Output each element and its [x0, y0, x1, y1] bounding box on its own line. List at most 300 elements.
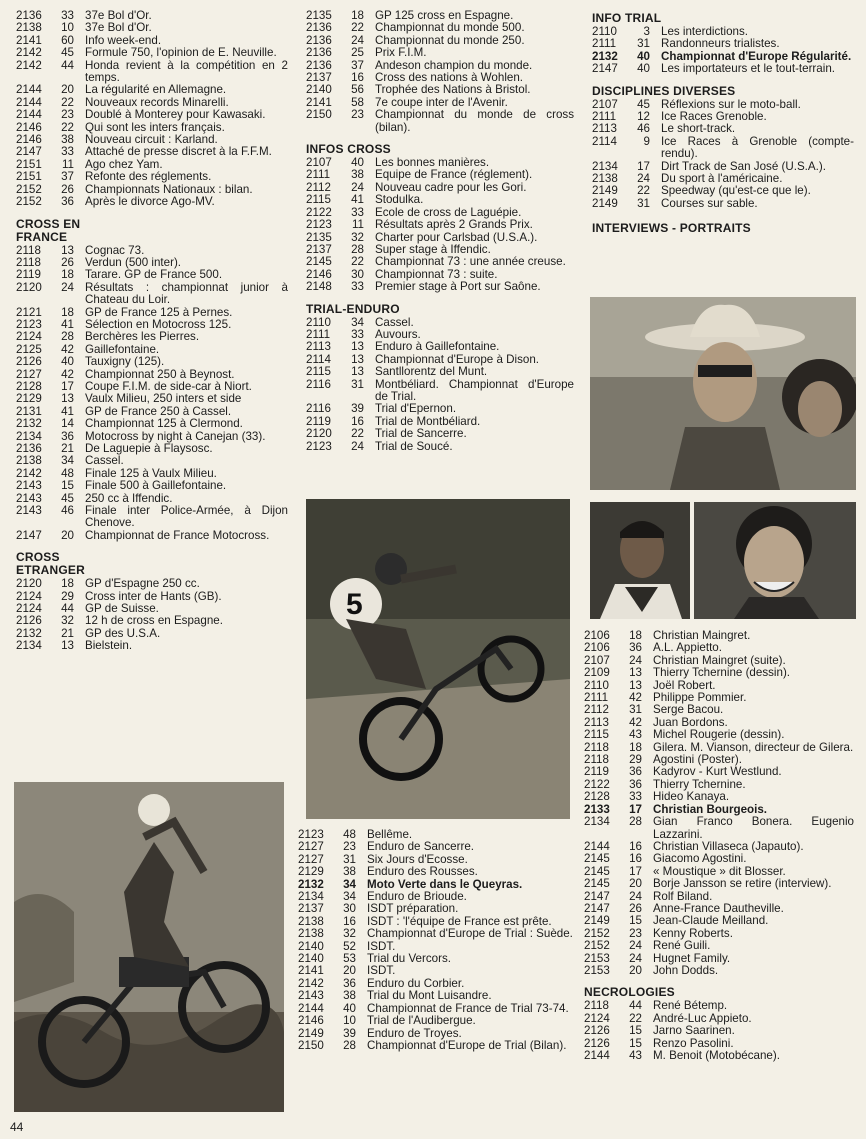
page-ref: 33	[61, 9, 74, 22]
issue-number: 2144	[16, 108, 42, 122]
page-ref: 23	[629, 926, 642, 940]
issue-number: 2143	[298, 989, 324, 1003]
issue-number: 2149	[592, 196, 618, 210]
issue-number: 2150	[298, 1038, 324, 1052]
bearded-man-portrait-photo	[694, 502, 856, 619]
issue-number: 2127	[16, 367, 42, 381]
issue-number: 2138	[16, 21, 42, 35]
entry-title: Championnats Nationaux : bilan.	[85, 182, 253, 196]
issue-number: 2143	[16, 491, 42, 505]
entry-title: Andeson champion du monde.	[375, 58, 533, 72]
cowboy-hat-portrait-photo	[590, 297, 856, 490]
page-ref: 33	[351, 280, 364, 294]
page-ref: 18	[61, 577, 74, 591]
page-ref: 20	[61, 528, 74, 542]
page-ref: 30	[351, 267, 364, 281]
issue-number: 2119	[306, 414, 331, 428]
page-ref: 14	[61, 417, 74, 431]
page-ref: 15	[629, 914, 642, 928]
entry-title: Thierry Tchernine.	[653, 777, 746, 791]
issue-number: 2143	[16, 504, 42, 518]
page-ref: 24	[61, 280, 74, 294]
entry-title: Après le divorce Ago-MV.	[85, 195, 215, 209]
entry-title: Nouveau cadre pour les Gori.	[375, 180, 527, 194]
entry-title: Enduro de Troyes.	[367, 1026, 462, 1040]
column-2	[306, 10, 574, 453]
svg-text:5: 5	[346, 588, 363, 621]
page-ref: 28	[351, 242, 364, 256]
entry-title: Enduro des Rousses.	[367, 865, 478, 879]
cross-etranger-list	[16, 578, 288, 652]
page-ref: 36	[61, 195, 74, 209]
page-ref: 22	[61, 95, 74, 109]
entry-title: Ecole de cross de Laguépie.	[375, 205, 522, 219]
entry-title: Six Jours d'Ecosse.	[367, 852, 468, 866]
entry-title: Michel Rougerie (dessin).	[653, 728, 785, 742]
page-ref: 46	[61, 504, 74, 518]
page-ref: 20	[61, 83, 74, 97]
page-ref: 34	[343, 890, 356, 904]
issue-number: 2120	[16, 280, 42, 294]
entry-title: La régularité en Allemagne.	[85, 83, 227, 97]
issue-number: 2140	[306, 83, 332, 97]
issue-number: 2145	[584, 864, 610, 878]
issue-number: 2134	[584, 815, 610, 829]
entry-title: René Guili.	[653, 939, 711, 953]
page-ref: 38	[343, 865, 356, 879]
entry-title: ISDT préparation.	[367, 902, 459, 916]
entry-title: Finale 500 à Gaillefontaine.	[85, 479, 227, 493]
issue-number: 2137	[298, 902, 324, 916]
issue-number: 2123	[306, 439, 332, 453]
issue-number: 2145	[584, 877, 610, 891]
entry-title: Championnat 250 à Beynost.	[85, 367, 235, 381]
page-ref: 38	[61, 133, 74, 147]
issue-number: 2112	[584, 703, 609, 717]
page-ref: 24	[351, 180, 364, 194]
entry-title: Charter pour Carlsbad (U.S.A.).	[375, 230, 538, 244]
issue-number: 2127	[298, 840, 324, 854]
issue-number: 2113	[584, 715, 609, 729]
page-ref: 36	[61, 429, 74, 443]
issue-number: 2118	[584, 753, 609, 767]
entry-title: ISDT.	[367, 939, 396, 953]
issue-number: 2129	[298, 865, 324, 879]
index-entry	[16, 628, 288, 640]
issue-number: 2111	[306, 168, 331, 182]
issue-number: 2150	[306, 108, 332, 122]
page-ref: 41	[61, 404, 74, 418]
entry-title: Formule 750, l'opinion de E. Neuville.	[85, 46, 277, 60]
issue-number: 2146	[16, 133, 42, 147]
page-ref: 29	[61, 589, 74, 603]
entry-title: Berchères les Pierres.	[85, 330, 200, 344]
entry-title: Jarno Saarinen.	[653, 1024, 735, 1038]
index-entry	[306, 194, 574, 206]
page-ref: 37	[61, 170, 74, 184]
index-entry	[298, 841, 574, 853]
index-entry	[16, 505, 288, 530]
page-ref: 24	[629, 939, 642, 953]
issue-number: 2137	[306, 71, 332, 85]
issue-number: 2124	[16, 330, 42, 344]
issue-number: 2118	[16, 243, 41, 257]
entry-title: Borje Jansson se retire (interview).	[653, 877, 832, 891]
index-entry	[16, 22, 288, 34]
page-ref: 31	[629, 703, 642, 717]
issue-number: 2138	[298, 927, 324, 941]
cross-etranger-heading: CROSS ETRANGER	[16, 550, 85, 578]
entry-title: A.L. Appietto.	[653, 641, 722, 655]
index-entry	[584, 878, 854, 890]
entry-title: Gaillefontaine.	[85, 342, 160, 356]
page-ref: 32	[61, 614, 74, 628]
entry-title: Rolf Biland.	[653, 889, 713, 903]
entry-title: Enduro de Sancerre.	[367, 840, 474, 854]
issue-number: 2134	[298, 890, 324, 904]
entry-title: Championnat 125 à Clermond.	[85, 417, 243, 431]
page-ref: 17	[629, 864, 642, 878]
issue-number: 2118	[584, 999, 609, 1013]
index-entry	[16, 47, 288, 59]
index-entry	[306, 219, 574, 231]
page-ref: 15	[629, 1024, 642, 1038]
disciplines-list	[592, 99, 854, 211]
index-entry	[16, 418, 288, 430]
entry-title: Cassel.	[375, 315, 414, 329]
index-entry	[16, 615, 288, 627]
entry-title: Championnat du monde 250.	[375, 33, 525, 47]
entry-title: 37e Bol d'Or.	[85, 21, 152, 35]
issue-number: 2136	[306, 46, 332, 60]
entry-title: Bielstein.	[85, 639, 133, 653]
index-entry	[16, 10, 288, 22]
index-entry	[584, 1000, 854, 1012]
page-ref: 23	[351, 108, 364, 122]
issue-number: 2128	[584, 790, 610, 804]
entry-title: Trial d'Epernon.	[375, 402, 457, 416]
entry-title: Montbéliard. Championnat d'Europe de Trial.	[375, 377, 574, 403]
entry-title: Jean-Claude Meilland.	[653, 914, 769, 928]
issue-number: 2137	[306, 242, 332, 256]
page-ref: 9	[643, 134, 650, 148]
entry-title: Hideo Kanaya.	[653, 790, 730, 804]
interviews-heading: INTERVIEWS - PORTRAITS	[592, 221, 751, 236]
page-ref: 38	[343, 989, 356, 1003]
index-entry	[306, 366, 574, 378]
page-ref: 12	[637, 110, 650, 124]
entry-title: Christian Bourgeois.	[653, 802, 768, 816]
page-ref: 48	[343, 828, 356, 841]
index-entry	[306, 379, 574, 404]
index-entry	[16, 480, 288, 492]
page-ref: 22	[351, 427, 364, 441]
page-ref: 48	[61, 466, 74, 480]
issue-number: 2136	[16, 442, 42, 455]
page-ref: 24	[629, 951, 642, 965]
entry-title: Prix F.I.M.	[375, 46, 427, 60]
entry-title: De Laguepie à Flaysosc.	[85, 442, 213, 455]
issue-number: 2124	[16, 589, 42, 603]
entry-title: M. Benoit (Motobécane).	[653, 1049, 780, 1062]
entry-title: Christian Villaseca (Japauto).	[653, 839, 804, 853]
entry-title: Gian Franco Bonera. Eugenio Lazzarini.	[653, 815, 854, 841]
entry-title: GP de France 250 à Cassel.	[85, 404, 232, 418]
issue-number: 2134	[592, 159, 618, 173]
page-ref: 21	[61, 626, 74, 640]
page-ref: 58	[351, 95, 364, 109]
page-ref: 39	[351, 402, 364, 416]
issue-number: 2107	[584, 653, 610, 667]
page-ref: 32	[343, 927, 356, 941]
index-entry	[298, 953, 574, 965]
index-entry	[16, 530, 288, 542]
entry-title: Renzo Pasolini.	[653, 1036, 734, 1050]
issue-number: 2120	[306, 427, 332, 441]
issue-number: 2106	[584, 629, 610, 642]
col2-bottom-list	[298, 829, 574, 1052]
issue-number: 2145	[584, 852, 610, 866]
entry-title: Joël Robert.	[653, 678, 716, 692]
page-ref: 18	[629, 629, 642, 642]
page-ref: 43	[629, 1049, 642, 1062]
issue-number: 2115	[584, 728, 609, 742]
page-ref: 22	[351, 255, 364, 269]
issue-number: 2113	[592, 122, 617, 136]
entry-title: Auvours.	[375, 327, 421, 341]
entry-title: André-Luc Appieto.	[653, 1011, 752, 1025]
entry-title: 7e coupe inter de l'Avenir.	[375, 95, 508, 109]
entry-title: Juan Bordons.	[653, 715, 728, 729]
entry-title: Championnat 73 : suite.	[375, 267, 498, 281]
issue-number: 2146	[16, 120, 42, 134]
issue-number: 2141	[306, 95, 332, 109]
page-ref: 36	[629, 641, 642, 655]
issue-number: 2146	[298, 1014, 324, 1028]
issue-number: 2149	[584, 914, 610, 928]
issue-number: 2129	[16, 392, 42, 406]
issue-number: 2147	[16, 528, 42, 542]
page-ref: 16	[351, 71, 364, 85]
issue-number: 2110	[592, 25, 617, 38]
index-entry	[584, 704, 854, 716]
page-ref: 41	[351, 193, 364, 207]
page-ref: 13	[61, 392, 74, 406]
issue-number: 2135	[306, 230, 332, 244]
index-entry	[306, 84, 574, 96]
page-ref: 28	[629, 815, 642, 829]
issue-number: 2136	[306, 21, 332, 35]
page-ref: 16	[629, 852, 642, 866]
page-ref: 18	[629, 740, 642, 754]
issue-number: 2118	[16, 255, 41, 269]
issue-number: 2116	[306, 377, 331, 391]
issue-number: 2131	[16, 404, 42, 418]
page-ref: 60	[61, 33, 74, 47]
entry-title: 250 cc à Iffendic.	[85, 491, 173, 505]
entry-title: Super stage à Iffendic.	[375, 242, 491, 256]
issue-number: 2138	[592, 172, 618, 186]
index-entry	[592, 185, 854, 197]
entry-title: Motocross by night à Canejan (33).	[85, 429, 266, 443]
page-ref: 44	[61, 58, 74, 72]
issue-number: 2128	[16, 379, 42, 393]
entry-title: Trial de Sancerre.	[375, 427, 467, 441]
index-entry	[306, 441, 574, 453]
page-ref: 36	[629, 777, 642, 791]
index-entry	[16, 269, 288, 281]
page-ref: 23	[343, 840, 356, 854]
entry-title: Trophée des Nations à Bristol.	[375, 83, 531, 97]
necrologies-heading: NECROLOGIES	[584, 985, 675, 1000]
entry-title: Les bonnes manières.	[375, 156, 490, 170]
trial-enduro-heading: TRIAL-ENDURO	[306, 301, 400, 316]
index-entry	[16, 84, 288, 96]
entry-title: GP des U.S.A.	[85, 626, 161, 640]
issue-number: 2114	[306, 352, 331, 366]
issue-number: 2125	[16, 342, 42, 356]
page-ref: 28	[61, 330, 74, 344]
index-entry	[592, 136, 854, 161]
entry-title: Cross inter de Hants (GB).	[85, 589, 222, 603]
entry-title: Moto Verte dans le Queyras.	[367, 877, 523, 891]
entry-title: Championnat du monde de cross (bilan).	[375, 108, 574, 134]
issue-number: 2147	[584, 889, 610, 903]
page-ref: 42	[61, 367, 74, 381]
index-entry	[584, 642, 854, 654]
entry-title: Thierry Tchernine (dessin).	[653, 666, 791, 680]
index-entry	[298, 928, 574, 940]
index-entry	[306, 403, 574, 415]
entry-title: Trial du Mont Luisandre.	[367, 989, 492, 1003]
page-ref: 18	[61, 268, 74, 282]
issue-number: 2149	[592, 184, 618, 198]
index-entry	[584, 953, 854, 965]
page-ref: 37	[351, 58, 364, 72]
index-entry	[298, 903, 574, 915]
index-entry	[584, 667, 854, 679]
issue-number: 2114	[592, 134, 617, 148]
page-ref: 42	[629, 715, 642, 729]
entry-title: ISDT.	[367, 964, 396, 978]
issue-number: 2152	[584, 926, 610, 940]
issue-number: 2124	[16, 602, 42, 616]
issue-number: 2115	[306, 365, 331, 379]
page-ref: 10	[61, 21, 74, 35]
entry-title: Coupe F.I.M. de side-car à Niort.	[85, 379, 252, 393]
index-entry	[298, 866, 574, 878]
page-ref: 52	[343, 939, 356, 953]
page-ref: 18	[351, 9, 364, 22]
issue-number: 2145	[306, 255, 332, 269]
page-ref: 43	[629, 728, 642, 742]
page-ref: 42	[61, 342, 74, 356]
index-entry	[16, 455, 288, 467]
index-entry	[584, 1025, 854, 1037]
entry-title: John Dodds.	[653, 963, 719, 977]
page-ref: 11	[61, 157, 74, 171]
issue-number: 2126	[584, 1036, 610, 1050]
entry-title: Courses sur sable.	[661, 196, 758, 210]
issue-number: 2126	[584, 1024, 610, 1038]
issue-number: 2144	[16, 83, 42, 97]
index-entry	[16, 640, 288, 652]
entry-title: Santllorentz del Munt.	[375, 365, 488, 379]
issue-number: 2140	[298, 939, 324, 953]
issue-number: 2115	[306, 193, 331, 207]
entry-title: Bellême.	[367, 828, 413, 841]
page-ref: 40	[61, 355, 74, 369]
index-entry	[16, 109, 288, 121]
issue-number: 2143	[16, 479, 42, 493]
page-ref: 42	[629, 691, 642, 705]
index-entry	[592, 38, 854, 50]
trial-enduro-list	[306, 317, 574, 453]
page-ref: 16	[629, 839, 642, 853]
issue-number: 2147	[16, 145, 42, 159]
issue-number: 2142	[298, 976, 324, 990]
entry-title: Le short-track.	[661, 122, 736, 136]
index-entry	[298, 990, 574, 1002]
issue-number: 2146	[306, 267, 332, 281]
entry-title: René Bétemp.	[653, 999, 728, 1013]
issue-number: 2116	[306, 402, 331, 416]
page-ref: 45	[637, 97, 650, 111]
entry-title: Finale 125 à Vaulx Milieu.	[85, 466, 217, 480]
issue-number: 2121	[16, 305, 42, 319]
entry-title: Cross des nations à Wohlen.	[375, 71, 524, 85]
entry-title: Nouveau circuit : Karland.	[85, 133, 218, 147]
page-ref: 13	[351, 352, 364, 366]
entry-title: ISDT : 'l'équipe de France est prête.	[367, 914, 552, 928]
issue-number: 2144	[16, 95, 42, 109]
issue-number: 2138	[298, 914, 324, 928]
index-entry	[584, 816, 854, 841]
issue-number: 2107	[306, 156, 332, 170]
issue-number: 2127	[298, 852, 324, 866]
smiling-man-portrait-photo	[590, 502, 690, 619]
entry-title: Trial de Soucé.	[375, 439, 453, 453]
entry-title: Tauxigny (125).	[85, 355, 165, 369]
page-ref: 13	[61, 243, 74, 257]
issue-number: 2138	[16, 454, 42, 468]
page-ref: 24	[351, 439, 364, 453]
cross-france-list	[16, 245, 288, 543]
index-entry	[16, 443, 288, 455]
trial-rider-photo	[306, 499, 570, 819]
index-entry	[298, 965, 574, 977]
page-ref: 34	[343, 877, 356, 891]
entry-title: Résultats après 2 Grands Prix.	[375, 218, 533, 232]
index-entry	[16, 171, 288, 183]
index-entry	[16, 393, 288, 405]
issue-number: 2123	[298, 828, 324, 841]
issue-number: 2122	[306, 205, 332, 219]
index-entry	[16, 60, 288, 85]
index-entry	[306, 317, 574, 329]
page-ref: 13	[61, 639, 74, 653]
issue-number: 2144	[584, 839, 610, 853]
issue-number: 2148	[306, 280, 332, 294]
page-ref: 13	[351, 340, 364, 354]
index-entry	[584, 791, 854, 803]
page-ref: 24	[629, 653, 642, 667]
entry-title: Serge Bacou.	[653, 703, 724, 717]
issue-number: 2134	[16, 639, 42, 653]
entry-title: Honda revient à la compétition en 2 temps.	[85, 58, 288, 85]
page-ref: 31	[637, 196, 650, 210]
column-2-lower	[298, 829, 574, 1052]
